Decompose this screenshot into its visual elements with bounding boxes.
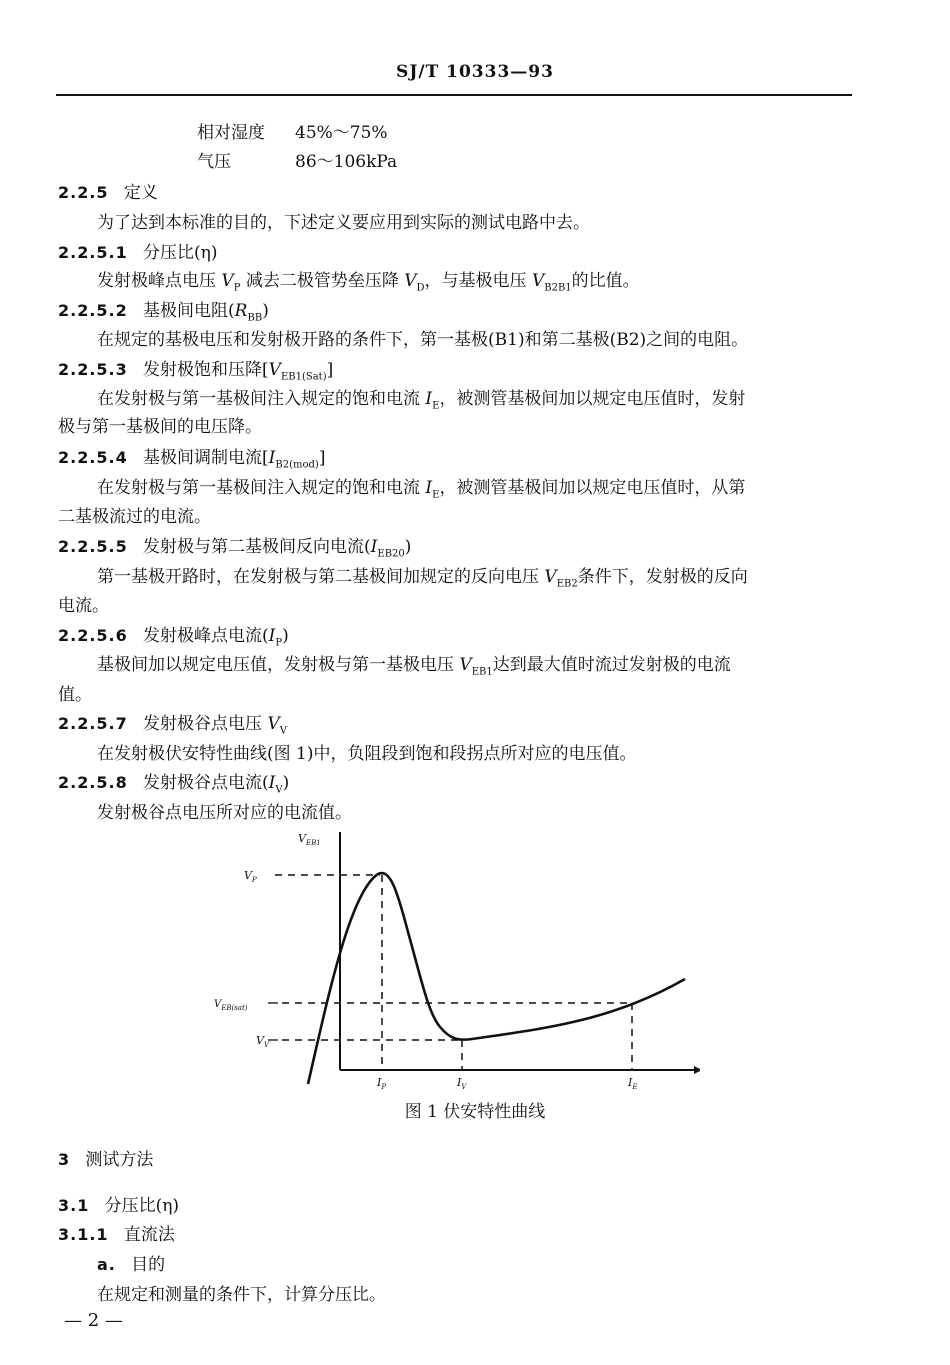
section-number: 2.2.5.5	[58, 537, 128, 556]
pressure-value: 86～106kPa	[295, 152, 398, 172]
section-2-2-5-5-body-line1: 第一基极开路时，在发射极与第二基极间加规定的反向电压 $V_{EB2}$条件下，发射极的反向	[97, 567, 748, 590]
section-2-2-5-heading	[58, 178, 158, 203]
section-number: 2.2.5.4	[58, 448, 128, 467]
section-2-2-5-3-body-line1: 在发射极与第一基极间注入规定的饱和电流 $I_E$，被测管基极间加以规定电压值时，发射	[97, 389, 746, 412]
section-2-2-5-2-heading	[58, 296, 269, 323]
iv-curve	[308, 873, 685, 1084]
section-2-2-5-7-heading	[58, 709, 287, 736]
section-2-2-5-7-body: 在发射极伏安特性曲线(图 1)中，负阻段到饱和段拐点所对应的电压值。	[97, 744, 637, 764]
section-title: 发射极与第二基极间反向电流$(I_{EB20})$	[143, 537, 412, 560]
section-2-2-5-4-body-line2: 二基极流过的电流。	[58, 507, 211, 527]
section-2-2-5-8-heading	[58, 768, 289, 795]
section-2-2-5-2-body: 在规定的基极电压和发射极开路的条件下，第一基极(B1)和第二基极(B2)之间的电阻。	[97, 330, 749, 350]
section-2-2-5-8-body: 发射极谷点电压所对应的电流值。	[97, 803, 352, 823]
header-rule	[56, 94, 852, 96]
humidity-value: 45%～75%	[295, 123, 388, 143]
ip-label: $I_P$	[377, 1076, 387, 1091]
standard-code-header: SJ/T 10333—93	[396, 62, 554, 82]
section-3-1-1-heading	[58, 1220, 175, 1245]
guide-lines	[275, 875, 632, 1070]
section-title: 基极间调制电流$[I_{B2(mod)}]$	[143, 448, 326, 471]
section-title: 分压比(η)	[143, 243, 218, 263]
item-title: 目的	[131, 1255, 166, 1275]
section-title: 测试方法	[85, 1150, 154, 1170]
item-a-heading	[97, 1250, 165, 1275]
section-2-2-5-4-body-line1: 在发射极与第一基极间注入规定的饱和电流 $I_E$，被测管基极间加以规定电压值时，从第	[97, 478, 746, 501]
vsat-label: $V_{EB(sat)}$	[214, 999, 248, 1012]
page-number: — 2 —	[64, 1310, 123, 1331]
section-2-2-5-6-body-line2: 值。	[58, 685, 92, 705]
section-title: 发射极谷点电压 $V_V$	[143, 714, 287, 737]
section-number: 2.2.5.8	[58, 773, 128, 792]
section-title: 发射极谷点电流$(I_V)$	[143, 773, 290, 796]
section-2-2-5-5-heading	[58, 532, 411, 559]
section-2-2-5-3-body-line2: 极与第一基极间的电压降。	[58, 417, 262, 437]
section-number: 3.1.1	[58, 1225, 109, 1244]
section-3-1-heading	[58, 1191, 179, 1216]
item-label: a.	[97, 1255, 116, 1274]
section-2-2-5-6-body-line1: 基极间加以规定电压值，发射极与第一基极电压 $V_{EB1}$达到最大值时流过发射极的电流	[97, 655, 731, 678]
section-title: 发射极饱和压降$[V_{EB1(Sat)}]$	[143, 360, 334, 383]
section-number: 2.2.5.2	[58, 301, 128, 320]
section-title: 定义	[123, 183, 158, 203]
section-2-2-5-5-body-line2: 电流。	[58, 596, 109, 616]
iv-characteristic-figure	[200, 822, 700, 1097]
section-2-2-5-body: 为了达到本标准的目的，下述定义要应用到实际的测试电路中去。	[97, 213, 590, 233]
x-axis-arrow	[694, 1066, 700, 1074]
section-2-2-5-1-body: 发射极峰点电压 $V_P$ 减去二极管势垒压降 $V_D$，与基极电压 $V_{B2B1}$的比值。	[97, 271, 640, 294]
section-2-2-5-3-heading	[58, 355, 333, 382]
section-title: 发射极峰点电流$(I_P)$	[143, 626, 289, 649]
section-title: 直流法	[123, 1225, 175, 1245]
vp-label: $V_P$	[244, 869, 257, 884]
section-number: 3.1	[58, 1196, 90, 1215]
section-title: 基极间电阻$(R_{BB})$	[143, 301, 269, 324]
y-axis-label: $V_{EB1}$	[298, 832, 321, 847]
figure-caption: 图 1 伏安特性曲线	[404, 1102, 546, 1122]
section-number: 2.2.5	[58, 183, 109, 202]
section-2-2-5-4-heading	[58, 443, 325, 470]
section-number: 2.2.5.6	[58, 626, 128, 645]
pressure-label: 气压	[197, 152, 231, 172]
section-number: 2.2.5.3	[58, 360, 128, 379]
humidity-label: 相对湿度	[197, 123, 265, 143]
vv-label: $V_V$	[256, 1034, 270, 1049]
iv-label: $I_V$	[457, 1076, 467, 1091]
section-number: 2.2.5.7	[58, 714, 128, 733]
ie-label: $I_E$	[628, 1076, 638, 1091]
section-2-2-5-6-heading	[58, 621, 289, 648]
section-2-2-5-1-heading	[58, 238, 217, 263]
section-title: 分压比(η)	[104, 1196, 180, 1216]
section-number: 3	[58, 1150, 71, 1169]
section-3-heading	[58, 1145, 153, 1170]
section-number: 2.2.5.1	[58, 243, 128, 262]
section-3-1-1-body: 在规定和测量的条件下，计算分压比。	[97, 1285, 386, 1305]
